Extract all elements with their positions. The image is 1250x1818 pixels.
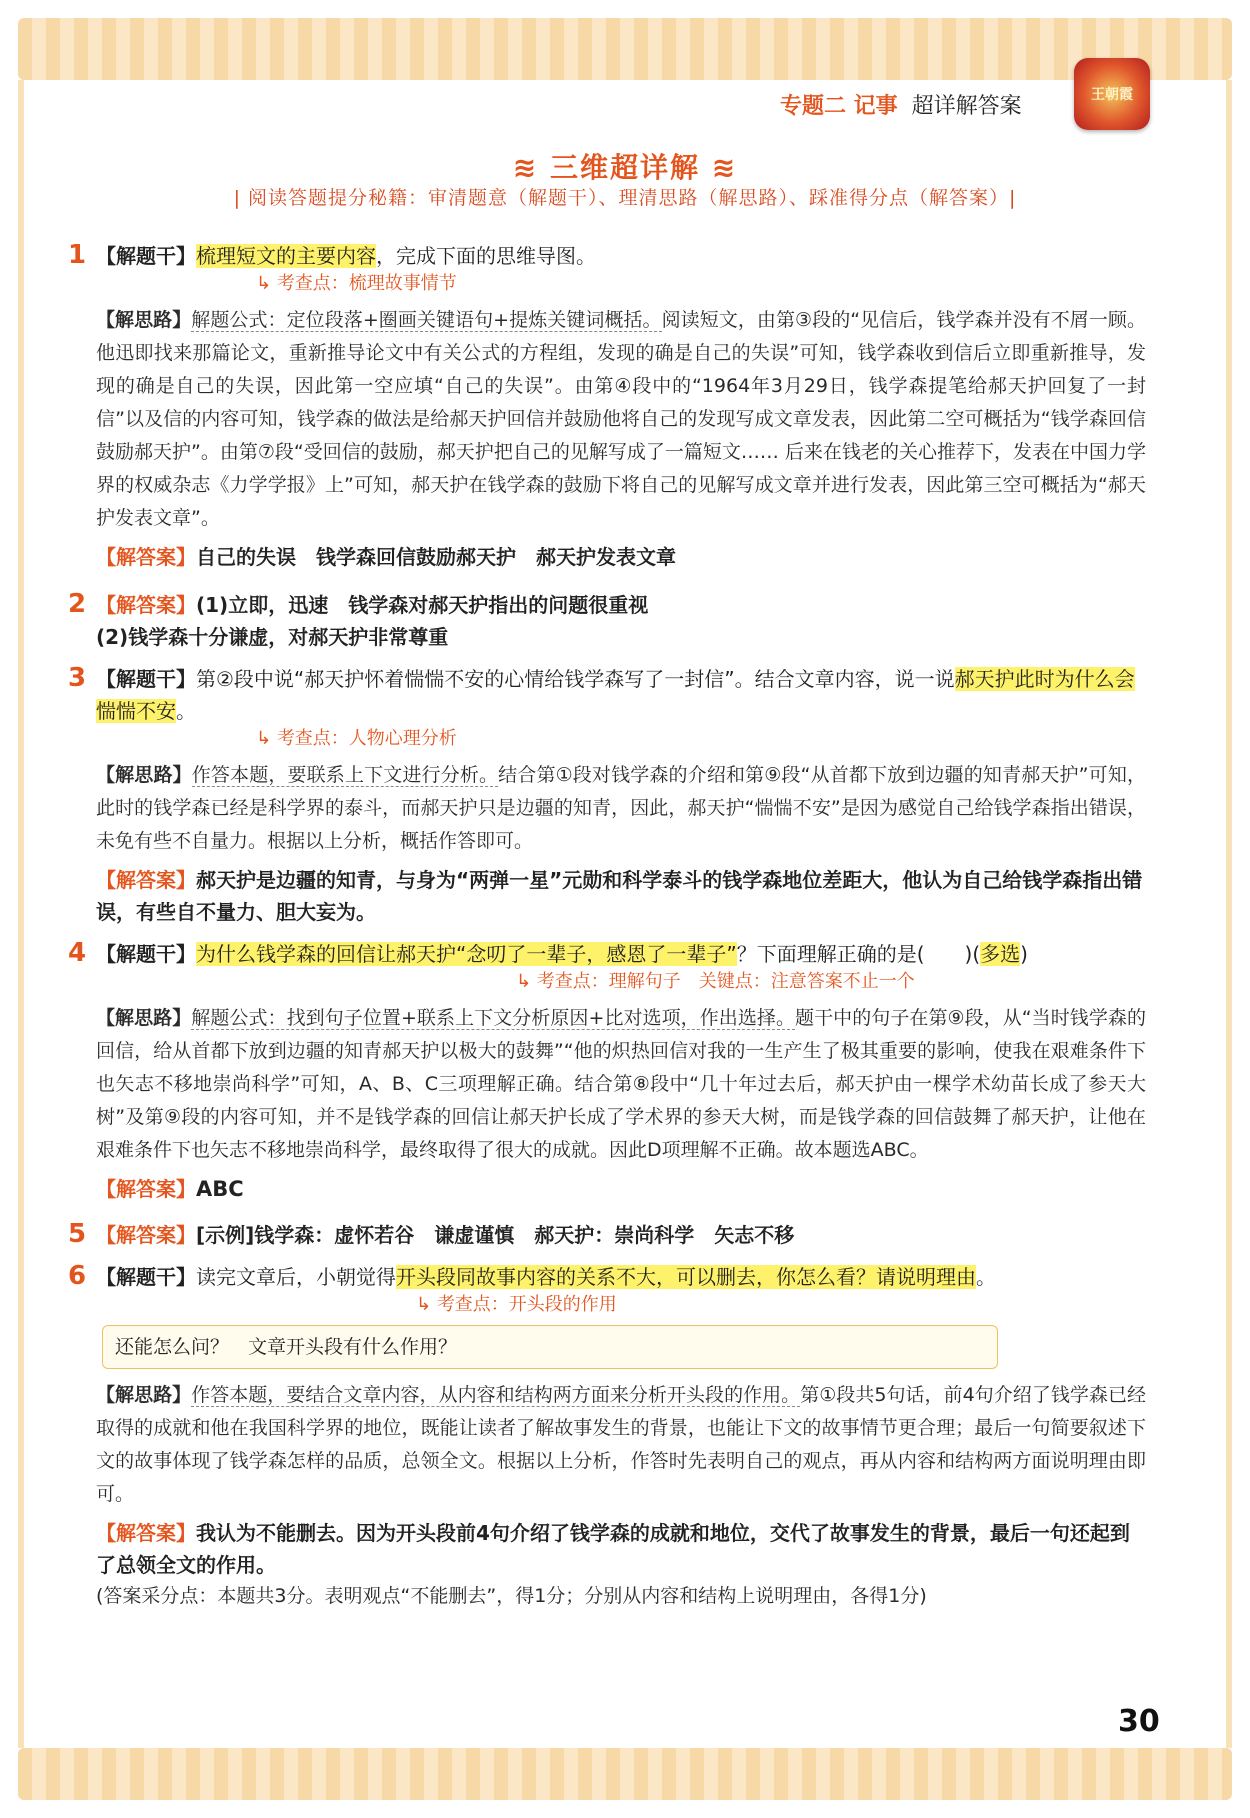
alternative-question-box: 还能怎么问？ 文章开头段有什么作用？ <box>102 1325 998 1369</box>
header-topic: 专题二 记事 <box>780 93 898 119</box>
question-6: 6 【解题干】读完文章后，小朝觉得开头段同故事内容的关系不大，可以删去，你怎么看？请说明理由。 ↳ 考查点：开头段的作用 还能怎么问？ 文章开头段有什么作用？ 【解思路】作答本题，要结合文章内容，从内容和结构两方面来分析开头段的作用。第①段共5句话，前4句介绍了钱学森已经取得的成就和他在我国科学界的地位，既能让读者了解故事发生的背景，也能让下文的故事情节更合理；最后一句简要叙述下文的故事体现了钱学森怎样的品质，总领全文。根据以上分析，作答时先表明自己的观点，再从内容和结构两方面说明理由即可。 【解答案】我认为不能删去。因为开头段前4句介绍了钱学森的成就和地位，交代了故事发生的背景，最后一句还起到了总领全文的作用。 (答案采分点：本题共3分。表明观点“不能删去”，得1分；分别从内容和结构上说明理由，各得1分) <box>96 1261 1146 1611</box>
exam-point-note: ↳ 考查点：人物心理分析 <box>256 728 457 749</box>
section-subtitle: | 阅读答题提分秘籍：审清题意（解题干）、理清思路（解思路）、踩准得分点（解答案）| <box>233 187 1017 209</box>
question-number: 5 <box>68 1219 87 1249</box>
publisher-logo: 王朝霞 <box>1074 58 1150 130</box>
bottom-decorative-border <box>18 1748 1232 1800</box>
question-3: 3 【解题干】第②段中说“郝天护怀着惴惴不安的心情给钱学森写了一封信”。结合文章内容，说一说郝天护此时为什么会惴惴不安。 ↳ 考查点：人物心理分析 【解思路】作答本题，要联系上下文进行分析。结合第①段对钱学森的介绍和第⑨段“从首都下放到边疆的知青郝天护”可知，此时的钱学森已经是科学界的泰斗，而郝天护只是边疆的知青，因此，郝天护“惴惴不安”是因为感觉自己给钱学森指出错误，未免有些不自量力。根据以上分析，概括作答即可。 【解答案】郝天护是边疆的知青，与身为“两弹一星”元勋和科学泰斗的钱学森地位差距大，他认为自己给钱学森指出错误，有些自不量力、胆大妄为。 <box>68 663 1146 924</box>
question-1: 1 【解题干】梳理短文的主要内容，完成下面的思维导图。 ↳ 考查点：梳理故事情节 【解思路】解题公式：定位段落+圈画关键语句+提炼关键词概括。阅读短文，由第③段的“见信后，钱学森并没有不屑一顾。他迅即找来那篇论文，重新推导论文中有关公式的方程组，发现的确是自己的失误”可知，钱学森收到信后立即重新推导，发现的确是自己的失误，因此第一空应填“自己的失误”。由第④段中的“1964年3月29日，钱学森提笔给郝天护回复了一封信”以及信的内容可知，钱学森的做法是给郝天护回信并鼓励他将自己的发现写成文章发表，因此第二空可概括为“钱学森回信鼓励郝天护”。由第⑦段“受回信的鼓励，郝天护把自己的见解写成了一篇短文…… 后来在钱老的关心推荐下，发表在中国力学界的权威杂志《力学学报》上”可知，郝天护在钱学森的鼓励下将自己的见解写成文章并进行发表，因此第三空可概括为“郝天护发表文章”。 【解答案】自己的失误 钱学森回信鼓励郝天护 郝天护发表文章 <box>68 240 1146 569</box>
right-decorative-border <box>1226 80 1232 1748</box>
answer-content <box>68 240 1146 1621</box>
question-number: 6 <box>68 1261 87 1291</box>
question-number: 3 <box>68 663 87 693</box>
exam-point-note: ↳ 考查点：梳理故事情节 <box>256 273 457 294</box>
top-decorative-border <box>18 18 1232 80</box>
question-4: 4 【解题干】为什么钱学森的回信让郝天护“念叨了一辈子，感恩了一辈子”？下面理解正确的是( )(多选) ↳ 考查点：理解句子 关键点：注意答案不止一个 【解思路】解题公式：找到句子位置+联系上下文分析原因+比对选项，作出选择。题干中的句子在第⑨段，从“当时钱学森的回信，给从首都下放到边疆的知青郝天护以极大的鼓舞”“他的炽热回信对我的一生产生了极其重要的影响，使我在艰难条件下也矢志不移地崇尚科学”可知，A、B、C三项理解正确。结合第⑧段中“几十年过去后，郝天护由一棵学术幼苗长成了参天大树”及第⑨段的内容可知，并不是钱学森的回信让郝天护长成了学术界的参天大树，而是钱学森的回信鼓舞了郝天护，让他在艰难条件下也矢志不移地崇尚科学，最终取得了很大的成就。因此D项理解不正确。故本题选ABC。 【解答案】ABC <box>68 938 1146 1201</box>
page-number: 30 <box>1118 1704 1160 1739</box>
left-decorative-border <box>18 80 24 1748</box>
header-type: 超详解答案 <box>911 93 1022 119</box>
question-2: 2 【解答案】(1)立即，迅速 钱学森对郝天护指出的问题很重视 (2)钱学森十分谦虚，对郝天护非常尊重 <box>68 589 649 649</box>
question-number: 1 <box>68 240 87 270</box>
question-number: 2 <box>68 589 87 619</box>
exam-point-note: ↳ 考查点：开头段的作用 <box>416 1294 617 1315</box>
section-title: ≋ 三维超详解 ≋ <box>512 151 738 184</box>
scoring-note: (答案采分点：本题共3分。表明观点“不能删去”，得1分；分别从内容和结构上说明理由，各得1分) <box>96 1585 927 1607</box>
exam-point-note: ↳ 考查点：理解句子 关键点：注意答案不止一个 <box>516 971 915 992</box>
question-number: 4 <box>68 938 87 968</box>
question-5: 5 【解答案】[示例]钱学森：虚怀若谷 谦虚谨慎 郝天护：崇尚科学 矢志不移 <box>68 1219 795 1249</box>
